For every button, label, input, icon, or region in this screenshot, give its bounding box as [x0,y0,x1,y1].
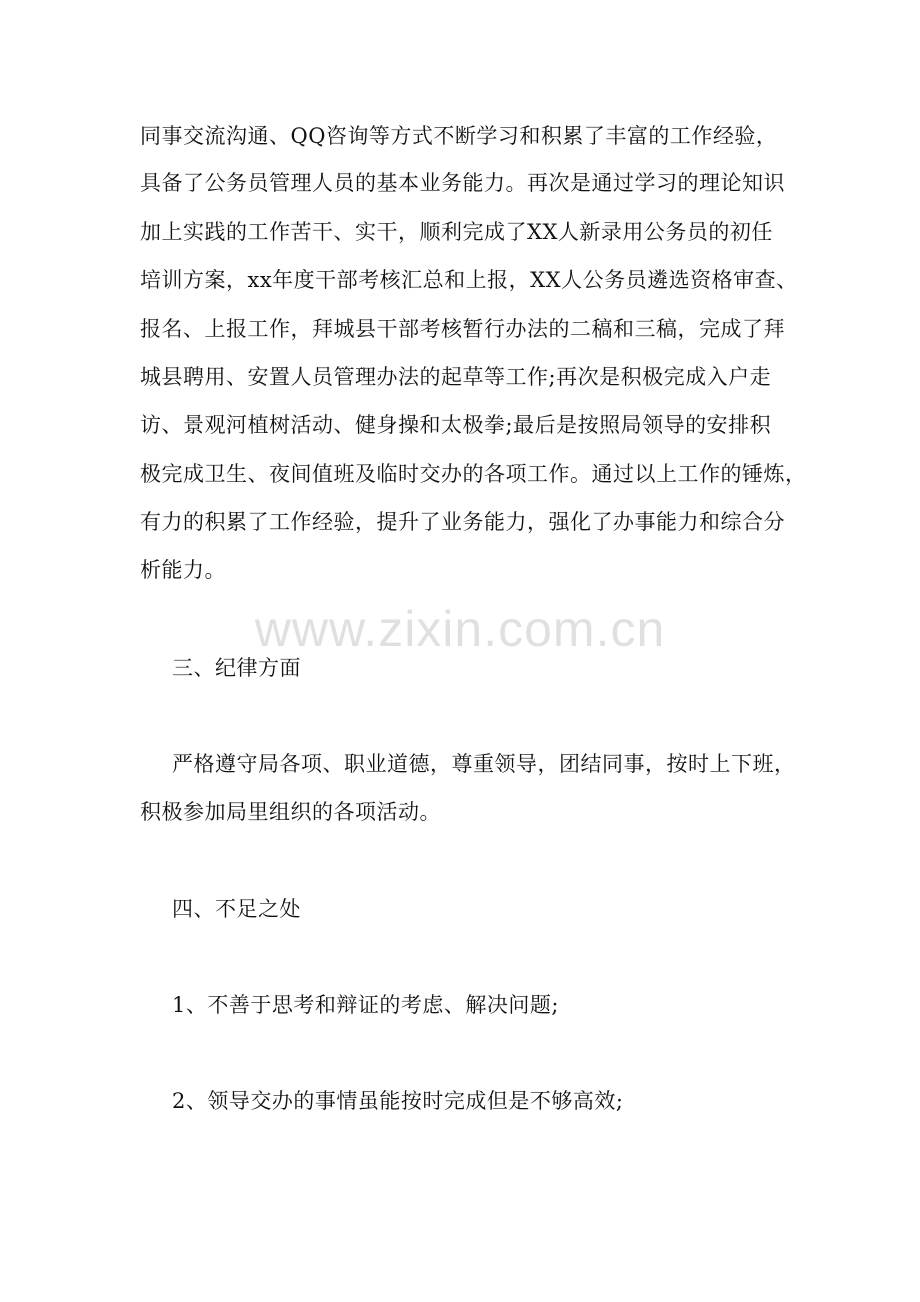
list-item: 1、不善于思考和辩证的考虑、解决问题; [172,993,559,1017]
list-item: 2、领导交办的事情虽能按时完成但是不够高效; [172,1089,624,1113]
watermark: www.zixin.com.cn [254,601,666,657]
section-heading: 四、不足之处 [172,897,301,921]
paragraph-line: 具备了公务员管理人员的基本业务能力。再次是通过学习的理论知识 [140,171,785,195]
paragraph-line: 报名、上报工作，拜城县干部考核暂行办法的二稿和三稿，完成了拜 [140,317,785,341]
paragraph-line: 极完成卫生、夜间值班及临时交办的各项工作。通过以上工作的锤炼， [140,462,807,486]
paragraph-line: 积极参加局里组织的各项活动。 [140,800,441,824]
paragraph-line: 加上实践的工作苦干、实干，顺利完成了XX人新录用公务员的初任 [140,220,773,244]
paragraph-line: 析能力。 [140,558,226,582]
section-heading: 三、纪律方面 [172,656,301,680]
paragraph-line: 访、景观河植树活动、健身操和太极拳;最后是按照局领导的安排积 [140,413,772,437]
paragraph-line: 城县聘用、安置人员管理办法的起草等工作;再次是积极完成入户走 [140,365,772,389]
paragraph-line: 严格遵守局各项、职业道德，尊重领导，团结同事，按时上下班， [172,752,796,776]
paragraph-line: 有力的积累了工作经验，提升了业务能力，强化了办事能力和综合分 [140,510,785,534]
paragraph-line: 培训方案，xx年度干部考核汇总和上报，XX人公务员遴选资格审查、 [140,268,798,292]
paragraph-line: 同事交流沟通、QQ咨询等方式不断学习和积累了丰富的工作经验， [140,124,778,148]
